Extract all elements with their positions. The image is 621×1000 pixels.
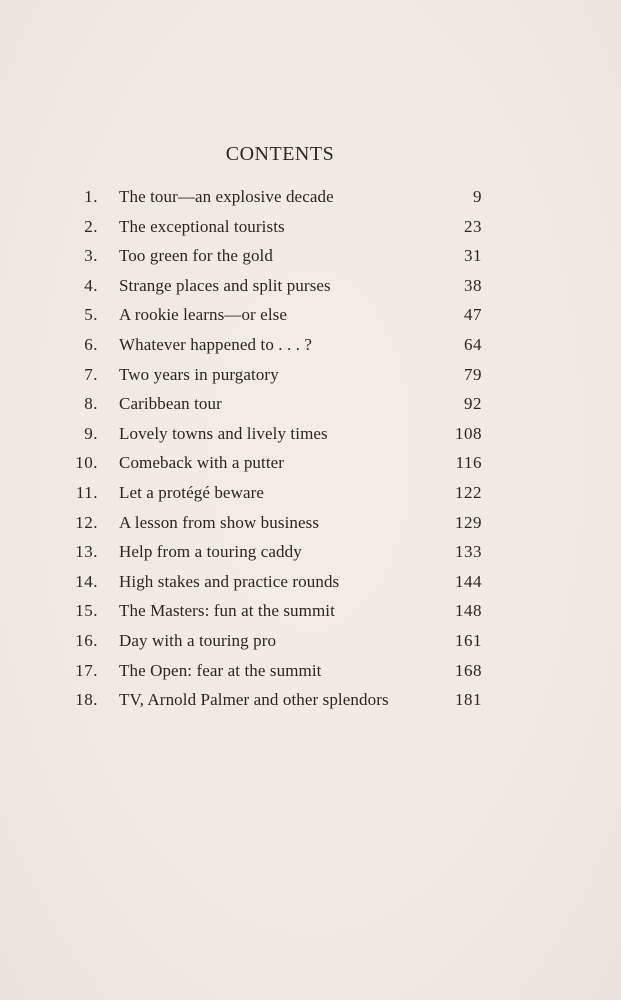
- toc-entry: [60, 596, 490, 626]
- page-number: 168: [455, 660, 482, 680]
- toc-entry: [60, 508, 490, 538]
- chapter-number: 8.: [84, 394, 98, 414]
- toc-entry: [60, 360, 490, 390]
- chapter-number: 3.: [84, 246, 98, 266]
- page-number: 64: [464, 334, 482, 354]
- page-number: 122: [455, 482, 482, 502]
- chapter-number: 18.: [75, 690, 98, 710]
- contents-heading: CONTENTS: [225, 143, 335, 165]
- page-number: 92: [464, 394, 482, 414]
- page-number: 38: [464, 275, 482, 295]
- page-number: 23: [464, 216, 482, 236]
- chapter-title: Too green for the gold: [119, 246, 273, 266]
- chapter-title: A rookie learns—or else: [119, 305, 287, 325]
- table-of-contents: [60, 182, 490, 715]
- toc-entry: [60, 626, 490, 656]
- chapter-number: 5.: [84, 305, 98, 325]
- chapter-number: 12.: [75, 512, 98, 532]
- chapter-title: Comeback with a putter: [119, 453, 285, 473]
- toc-entry: [60, 212, 490, 242]
- toc-entry: [60, 330, 490, 360]
- chapter-number: 15.: [75, 601, 98, 621]
- chapter-title: The Open: fear at the summit: [119, 660, 322, 680]
- chapter-number: 9.: [84, 423, 98, 443]
- chapter-title: Two years in purgatory: [119, 364, 279, 384]
- page-number: 9: [473, 187, 482, 206]
- chapter-number: 14.: [75, 571, 98, 591]
- chapter-title: The exceptional tourists: [119, 216, 285, 236]
- toc-entry: [60, 182, 490, 212]
- page-number: 133: [455, 542, 482, 562]
- page-number: 144: [455, 571, 482, 591]
- chapter-number: 2.: [84, 216, 98, 236]
- chapter-title: TV, Arnold Palmer and other splendors: [119, 690, 389, 710]
- toc-entry: [60, 537, 490, 567]
- page-number: 108: [455, 423, 482, 443]
- page-number: 31: [464, 246, 482, 266]
- chapter-title: Strange places and split purses: [119, 275, 331, 295]
- chapter-title: Whatever happened to . . . ?: [119, 334, 313, 354]
- chapter-title: Help from a touring caddy: [119, 542, 302, 562]
- chapter-number: 16.: [75, 630, 98, 650]
- toc-entry: [60, 448, 490, 478]
- chapter-number: 4.: [84, 275, 98, 295]
- chapter-number: 10.: [75, 453, 98, 473]
- chapter-number: 7.: [84, 364, 98, 384]
- toc-entry: [60, 419, 490, 449]
- chapter-title: Day with a touring pro: [119, 630, 277, 650]
- chapter-title: The tour—an explosive decade: [119, 187, 334, 206]
- toc-entry: [60, 567, 490, 597]
- page-number: 129: [455, 512, 482, 532]
- toc-entry: [60, 300, 490, 330]
- page-number: 161: [455, 630, 482, 650]
- chapter-title: Lovely towns and lively times: [119, 423, 328, 443]
- toc-entry: [60, 656, 490, 686]
- chapter-number: 11.: [75, 482, 98, 502]
- chapter-number: 1.: [84, 187, 98, 206]
- page-number: 47: [464, 305, 482, 325]
- chapter-title: The Masters: fun at the summit: [119, 601, 335, 621]
- chapter-number: 17.: [75, 660, 98, 680]
- chapter-title: A lesson from show business: [119, 512, 320, 532]
- chapter-title: Caribbean tour: [119, 394, 222, 414]
- page-number: 181: [455, 690, 482, 710]
- toc-entry: [60, 478, 490, 508]
- chapter-title: High stakes and practice rounds: [119, 571, 340, 591]
- page-number: 79: [464, 364, 482, 384]
- toc-entry: [60, 389, 490, 419]
- toc-entry: [60, 271, 490, 301]
- toc-entry: [60, 241, 490, 271]
- chapter-title: Let a protégé beware: [119, 482, 264, 502]
- toc-entry: [60, 685, 490, 715]
- chapter-number: 6.: [84, 334, 98, 354]
- page-number: 148: [455, 601, 482, 621]
- page-number: 116: [455, 453, 482, 473]
- chapter-number: 13.: [75, 542, 98, 562]
